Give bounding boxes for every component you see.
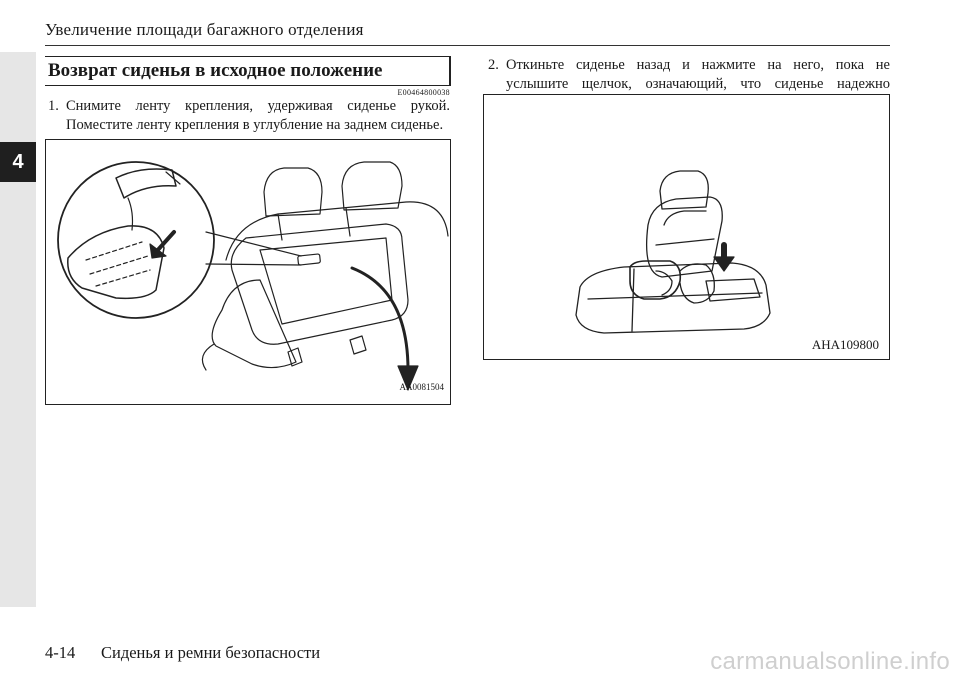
chapter-number: 4 xyxy=(12,150,24,173)
page-number: 4-14 xyxy=(45,643,76,662)
watermark: carmanualsonline.info xyxy=(710,648,950,675)
section-code: E00464800038 xyxy=(397,88,450,97)
footer-chapter-title: Сиденья и ремни безопасности xyxy=(101,643,321,662)
header-divider xyxy=(45,45,890,46)
illustration-seat-latch xyxy=(484,95,889,359)
figure-code: AA0081504 xyxy=(399,382,444,392)
figure-code: AHA109800 xyxy=(811,337,879,352)
figure-strap-removal xyxy=(45,139,451,405)
step-number: 1. xyxy=(48,98,59,114)
chapter-sidebar xyxy=(0,52,36,607)
section-title: Возврат сиденья в исходное положение xyxy=(45,56,450,86)
step-number: 2. xyxy=(488,57,499,73)
page-footer xyxy=(45,643,320,663)
step-text: Снимите ленту крепления, удерживая сиденье рукой. Поместите ленту крепления в углубление на заднем сиденье. xyxy=(66,98,450,133)
section-title-bar xyxy=(449,56,451,86)
step-1 xyxy=(48,97,450,135)
chapter-tab xyxy=(0,142,36,182)
step-text: Откиньте сиденье назад и нажмите на него, пока не услышите щелчок, означающий, что сиденье надежно xyxy=(506,57,890,92)
figure-seat-latch xyxy=(483,94,890,360)
running-header: Увеличение площади багажного отделения xyxy=(45,20,364,39)
illustration-strap-removal xyxy=(46,140,450,404)
